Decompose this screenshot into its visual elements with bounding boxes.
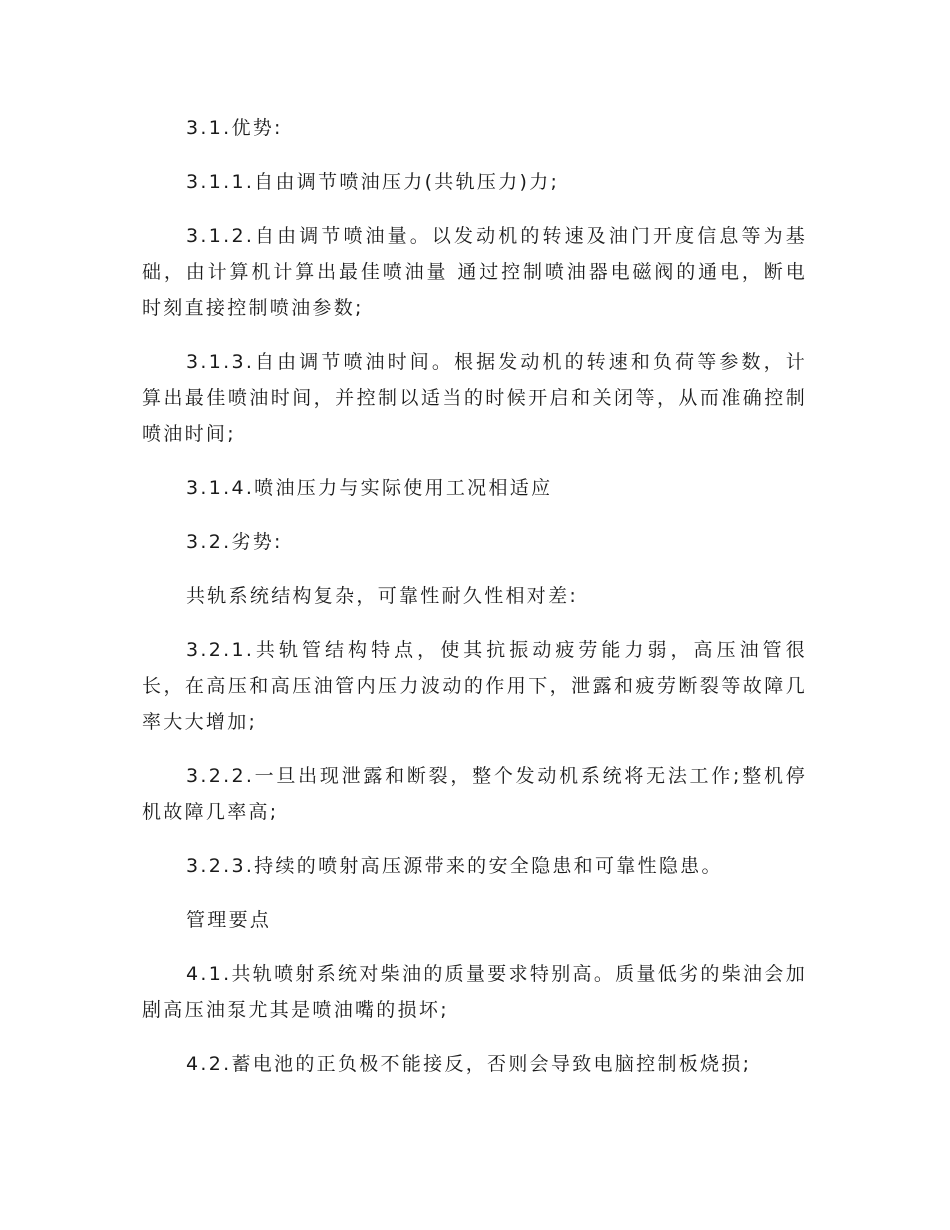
paragraph-4-1: 4.1.共轨喷射系统对柴油的质量要求特别高。质量低劣的柴油会加剧高压油泵尤其是喷油嘴的损坏; [142,963,807,1021]
paragraph-3-2-2: 3.2.2.一旦出现泄露和断裂，整个发动机系统将无法工作;整机停机故障几率高; [142,765,807,823]
document-body [142,110,807,1100]
paragraph-3-1-1: 3.1.1.自由调节喷油压力(共轨压力)力; [186,171,560,193]
paragraph-3-1-4: 3.1.4.喷油压力与实际使用工况相适应 [186,477,553,499]
paragraph-3-1-3: 3.1.3.自由调节喷油时间。根据发动机的转速和负荷等参数，计算出最佳喷油时间，并控制以适当的时候开启和关闭等，从而准确控制喷油时间; [142,351,807,445]
paragraph-management-heading: 管理要点 [186,909,272,931]
paragraph-advantages-heading: 3.1.优势: [186,117,283,139]
paragraph-3-2-1: 3.2.1.共轨管结构特点，使其抗振动疲劳能力弱，高压油管很长，在高压和高压油管内压力波动的作用下，泄露和疲劳断裂等故障几率大大增加; [142,639,807,733]
paragraph-3-2-3: 3.2.3.持续的喷射高压源带来的安全隐患和可靠性隐患。 [186,855,723,877]
paragraph-3-1-2: 3.1.2.自由调节喷油量。以发动机的转速及油门开度信息等为基础，由计算机计算出最佳喷油量 通过控制喷油器电磁阀的通电，断电时刻直接控制喷油参数; [142,225,807,319]
paragraph-disadvantages-intro: 共轨系统结构复杂，可靠性耐久性相对差: [186,585,579,607]
paragraph-disadvantages-heading: 3.2.劣势: [186,531,283,553]
paragraph-4-2: 4.2.蓄电池的正负极不能接反，否则会导致电脑控制板烧损; [186,1053,752,1075]
